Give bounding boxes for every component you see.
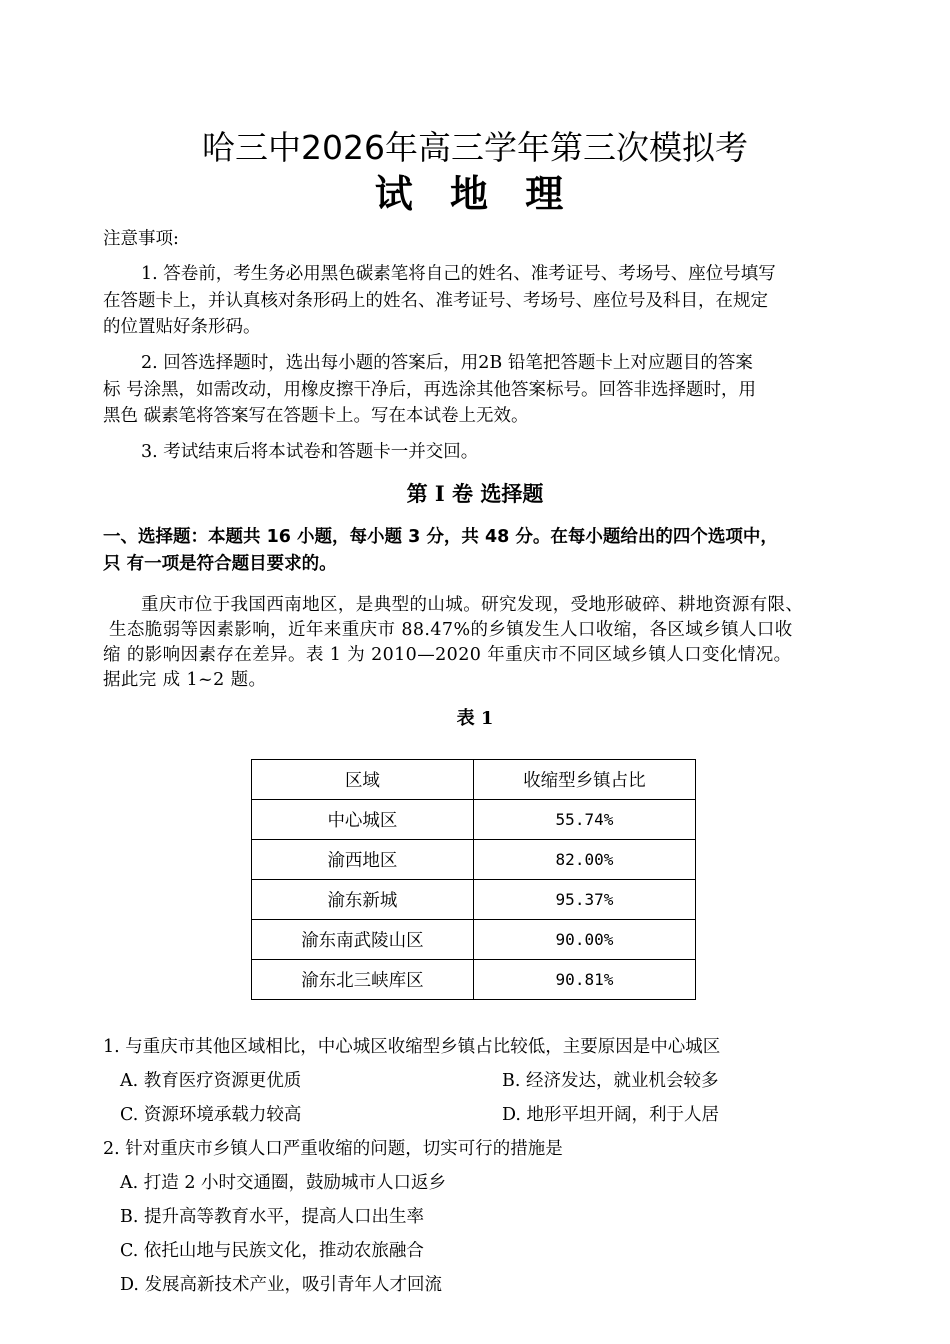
question-2-option-b: B. 提升高等教育水平，提高人口出生率 [120,1207,424,1227]
question-1-stem: 1. 与重庆市其他区域相比，中心城区收缩型乡镇占比较低，主要原因是中心城区 [103,1037,721,1057]
table-cell-region: 渝东南武陵山区 [252,920,474,960]
notice-item1-line1: 1. 答卷前，考生务必用黑色碳素笔将自己的姓名、准考证号、考场号、座位号填写 [141,264,776,284]
section-title: 第 I 卷 选择题 [406,481,544,506]
table-cell-region: 中心城区 [252,800,474,840]
table-row [252,960,696,1000]
table-row [252,920,696,960]
exam-title-line1: 哈三中2026年高三学年第三次模拟考 [202,128,748,167]
notice-item2-line3: 黑色 碳素笔将答案写在答题卡上。写在本试卷上无效。 [103,406,529,426]
section-instruction-line1: 一、选择题：本题共 16 小题，每小题 3 分，共 48 分。在每小题给出的四个选项中， [103,527,778,547]
passage-line2: 生态脆弱等因素影响，近年来重庆市 88.47%的乡镇发生人口收缩，各区域乡镇人口收 [109,620,793,640]
table-row [252,840,696,880]
table-cell-ratio: 90.81% [473,960,695,1000]
notice-item2-line2: 标 号涂黑，如需改动，用橡皮擦干净后，再选涂其他答案标号。回答非选择题时，用 [103,380,757,400]
notice-item1-line3: 的位置贴好条形码。 [103,317,261,337]
table-cell-region: 渝西地区 [252,840,474,880]
table-cell-ratio: 95.37% [473,880,695,920]
notice-item3: 3. 考试结束后将本试卷和答题卡一并交回。 [141,442,479,462]
question-2-option-c: C. 依托山地与民族文化，推动农旅融合 [120,1241,424,1261]
table-header-cell: 收缩型乡镇占比 [473,760,695,800]
question-1-option-b: B. 经济发达，就业机会较多 [502,1071,719,1091]
data-table [251,759,696,1000]
table-cell-region: 渝东北三峡库区 [252,960,474,1000]
table-cell-ratio: 82.00% [473,840,695,880]
question-2-option-d: D. 发展高新技术产业，吸引青年人才回流 [120,1275,443,1295]
question-2-option-a: A. 打造 2 小时交通圈，鼓励城市人口返乡 [120,1173,447,1193]
question-2-stem: 2. 针对重庆市乡镇人口严重收缩的问题，切实可行的措施是 [103,1139,563,1159]
table-header-cell: 区域 [252,760,474,800]
table-cell-ratio: 55.74% [473,800,695,840]
notice-item1-line2: 在答题卡上，并认真核对条形码上的姓名、准考证号、考场号、座位号及科目，在规定 [103,291,768,311]
section-instruction-line2: 只 有一项是符合题目要求的。 [103,554,337,574]
passage-line3: 缩 的影响因素存在差异。表 1 为 2010—2020 年重庆市不同区域乡镇人口变化情况。 [103,645,792,665]
table-caption: 表 1 [456,708,494,729]
passage-line4: 据此完 成 1~2 题。 [103,670,267,690]
table-cell-ratio: 90.00% [473,920,695,960]
notice-heading: 注意事项: [103,229,179,249]
table-header-row [252,760,696,800]
table-row [252,880,696,920]
question-1-option-d: D. 地形平坦开阔，利于人居 [502,1105,720,1125]
table-cell-region: 渝东新城 [252,880,474,920]
exam-title-line2: 试 地 理 [374,172,576,216]
question-1-option-a: A. 教育医疗资源更优质 [120,1071,302,1091]
question-1-option-c: C. 资源环境承载力较高 [120,1105,302,1125]
table-row [252,800,696,840]
passage-line1: 重庆市位于我国西南地区，是典型的山城。研究发现，受地形破碎、耕地资源有限、 [141,595,804,615]
notice-item2-line1: 2. 回答选择题时，选出每小题的答案后，用2B 铅笔把答题卡上对应题目的答案 [141,353,753,373]
